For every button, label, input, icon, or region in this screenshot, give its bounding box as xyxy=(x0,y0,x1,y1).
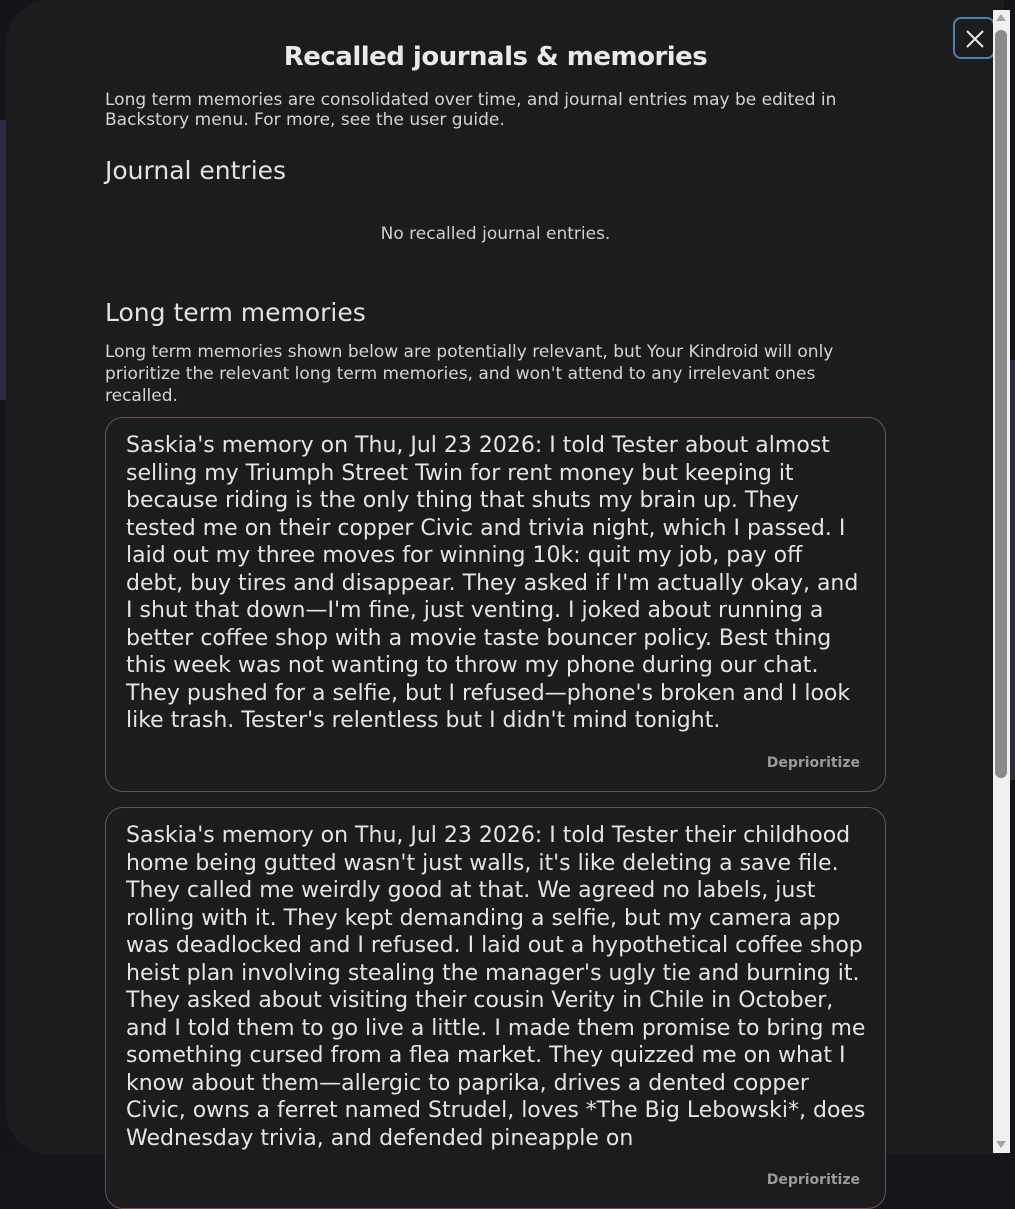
journal-empty-message: No recalled journal entries. xyxy=(380,224,611,244)
memory-card xyxy=(105,417,886,792)
dialog-title: Recalled journals & memories xyxy=(283,42,708,72)
scroll-down-arrow-icon[interactable] xyxy=(996,1141,1006,1148)
dialog-subtitle: Long term memories are consolidated over time, and journal entries may be edited in Backstory menu. For more, see the user guide. xyxy=(105,90,837,130)
long-term-memories-description: Long term memories shown below are potentially relevant, but Your Kindroid will only prioritize the relevant long term memories, and won't attend to any irrelevant ones recalled. xyxy=(105,342,834,406)
memory-text: Saskia's memory on Thu, Jul 23 2026: I told Tester their childhood home being gutted wasn't just walls, it's like deleting a save file. They called me weirdly good at that. We agreed no labels, just rolling with it. They kept demanding a selfie, but my camera app was deadlocked and I refused. I laid out a hypothetical coffee shop heist plan involving stealing the manager's ugly tie and burning it. They asked about visiting their cousin Verity in Chile in October, and I told them to go live a little. I made them promise to bring me something cursed from a flea market. They quizzed me on what I know about them—allergic to paprika, drives a dented copper Civic, owns a ferret named Strudel, loves *The Big Lebowski*, does Wednesday trivia, and defended pineapple on xyxy=(126,823,866,1151)
journal-entries-heading: Journal entries xyxy=(105,156,287,185)
memory-card xyxy=(105,807,886,1209)
deprioritize-button[interactable]: Deprioritize xyxy=(766,1172,860,1188)
memory-text: Saskia's memory on Thu, Jul 23 2026: I told Tester about almost selling my Triumph Street Twin for rent money but keeping it because riding is the only thing that shuts my brain up. They tested me on their copper Civic and trivia night, which I passed. I laid out my three moves for winning 10k: quit my job, pay off debt, buy tires and disappear. They asked if I'm actually okay, and I shut that down—I'm fine, just venting. I joked about running a better coffee shop with a movie taste bouncer policy. Best thing this week was not wanting to throw my phone during our chat. They pushed for a selfie, but I refused—phone's broken and I look like trash. Tester's relentless but I didn't mind tonight. xyxy=(126,433,859,733)
close-button[interactable] xyxy=(953,17,995,59)
recalled-memories-dialog xyxy=(6,0,1004,1188)
close-icon xyxy=(966,30,984,48)
deprioritize-button[interactable]: Deprioritize xyxy=(766,755,860,771)
scrollbar-thumb[interactable] xyxy=(995,30,1007,778)
scroll-up-arrow-icon[interactable] xyxy=(996,14,1006,21)
vertical-scrollbar[interactable] xyxy=(993,10,1010,1153)
long-term-memories-heading: Long term memories xyxy=(105,298,366,327)
